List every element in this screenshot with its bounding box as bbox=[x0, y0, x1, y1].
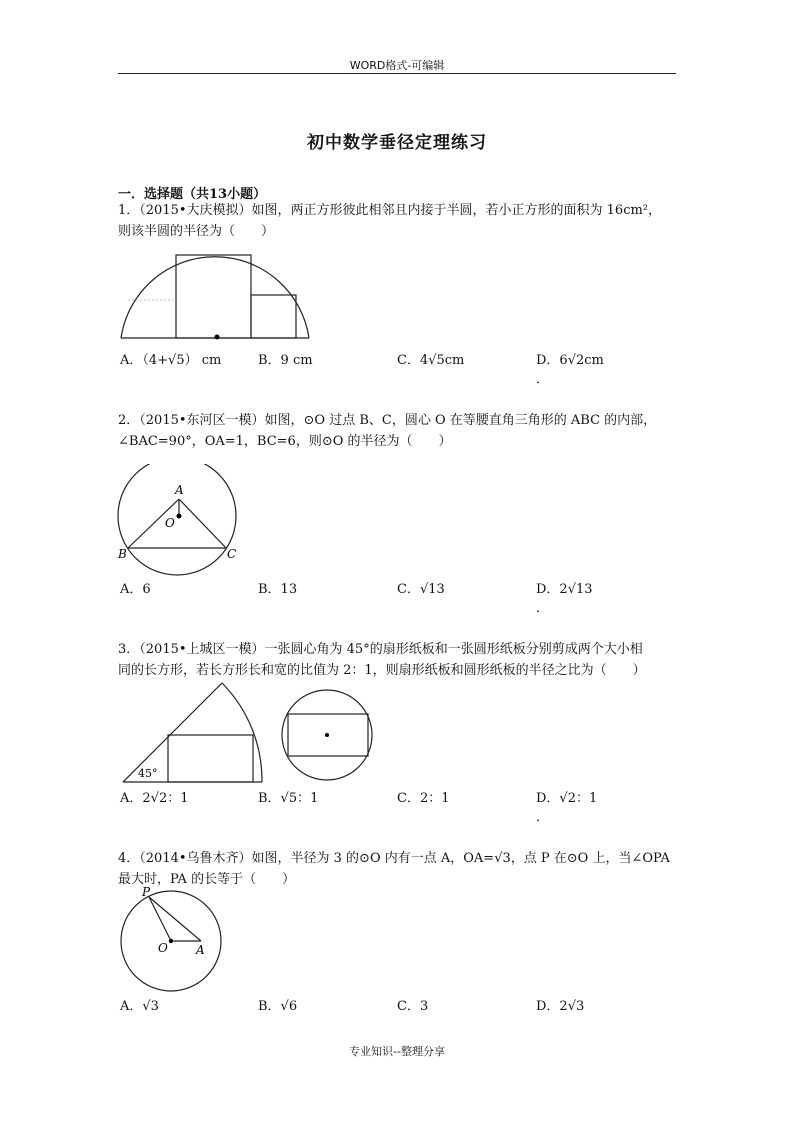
q4-circle-figure bbox=[116, 884, 226, 994]
q2-dot: ． bbox=[536, 601, 550, 616]
q4-option-a[interactable]: A．√3 bbox=[120, 999, 159, 1014]
q3-circle-figure bbox=[280, 687, 376, 783]
q1-option-a[interactable]: A．（4+√5） cm bbox=[120, 353, 222, 368]
q4-line1: 4．（2014•乌鲁木齐）如图，半径为 3 的⊙O 内有一点 A，OA=√3，点 P 在⊙O 上，当∠OPA bbox=[118, 851, 670, 866]
q3-option-d[interactable]: D．√2：1 bbox=[536, 791, 598, 806]
q2-label-a: A bbox=[175, 483, 184, 497]
q2-option-c[interactable]: C．√13 bbox=[397, 582, 445, 597]
q2-label-o: O bbox=[165, 516, 175, 530]
q4-option-b[interactable]: B．√6 bbox=[258, 999, 298, 1014]
q2-option-d[interactable]: D．2√13 bbox=[536, 582, 593, 597]
q4-label-o: O bbox=[158, 941, 168, 955]
q1-line1: 1．（2015•大庆模拟）如图，两正方形彼此相邻且内接于半圆，若小正方形的面积为 16cm²， bbox=[118, 203, 662, 218]
q2-label-b: B bbox=[118, 547, 127, 561]
q3-angle-label: 45° bbox=[138, 767, 158, 780]
q4-option-d[interactable]: D．2√3 bbox=[536, 999, 585, 1014]
section-heading: 一．选择题（共13小题） bbox=[118, 187, 267, 202]
header-rule bbox=[118, 73, 676, 74]
q2-circle-triangle-figure bbox=[115, 464, 245, 580]
q1-line2: 则该半圆的半径为（ ） bbox=[118, 224, 275, 239]
q3-sector-figure bbox=[118, 680, 268, 784]
q2-line1: 2．（2015•东河区一模）如图，⊙O 过点 B、C，圆心 O 在等腰直角三角形的 ABC 的内部， bbox=[118, 413, 657, 428]
q3-line2: 同的长方形，若长方形长和宽的比值为 2：1，则扇形纸板和圆形纸板的半径之比为（ ） bbox=[118, 663, 646, 678]
q1-semicircle-figure bbox=[118, 248, 312, 342]
q2-option-a[interactable]: A．6 bbox=[120, 582, 151, 597]
document-title: 初中数学垂径定理练习 bbox=[307, 133, 487, 153]
q3-option-a[interactable]: A．2√2：1 bbox=[120, 791, 189, 806]
q1-option-d[interactable]: D．6√2cm bbox=[536, 353, 604, 368]
q4-label-p: P bbox=[142, 885, 151, 899]
q4-line2: 最大时，PA 的长等于（ ） bbox=[118, 872, 296, 887]
q2-line2: ∠BAC=90°，OA=1，BC=6，则⊙O 的半径为（ ） bbox=[118, 434, 452, 449]
q4-option-c[interactable]: C．3 bbox=[397, 999, 429, 1014]
q4-label-a: A bbox=[196, 943, 205, 957]
q3-option-b[interactable]: B．√5：1 bbox=[258, 791, 319, 806]
q3-option-c[interactable]: C．2：1 bbox=[397, 791, 450, 806]
q2-option-b[interactable]: B．13 bbox=[258, 582, 298, 597]
page-header: WORD格式-可编辑 bbox=[349, 59, 445, 72]
q1-option-c[interactable]: C．4√5cm bbox=[397, 353, 465, 368]
q2-label-c: C bbox=[227, 547, 237, 561]
q1-dot: ． bbox=[536, 372, 550, 387]
q1-option-b[interactable]: B．9 cm bbox=[258, 353, 313, 368]
q3-dot: ． bbox=[536, 810, 550, 825]
page-footer: 专业知识--整理分享 bbox=[349, 1045, 445, 1058]
q3-line1: 3．（2015•上城区一模）一张圆心角为 45°的扇形纸板和一张圆形纸板分别剪成两个大小相 bbox=[118, 642, 643, 657]
